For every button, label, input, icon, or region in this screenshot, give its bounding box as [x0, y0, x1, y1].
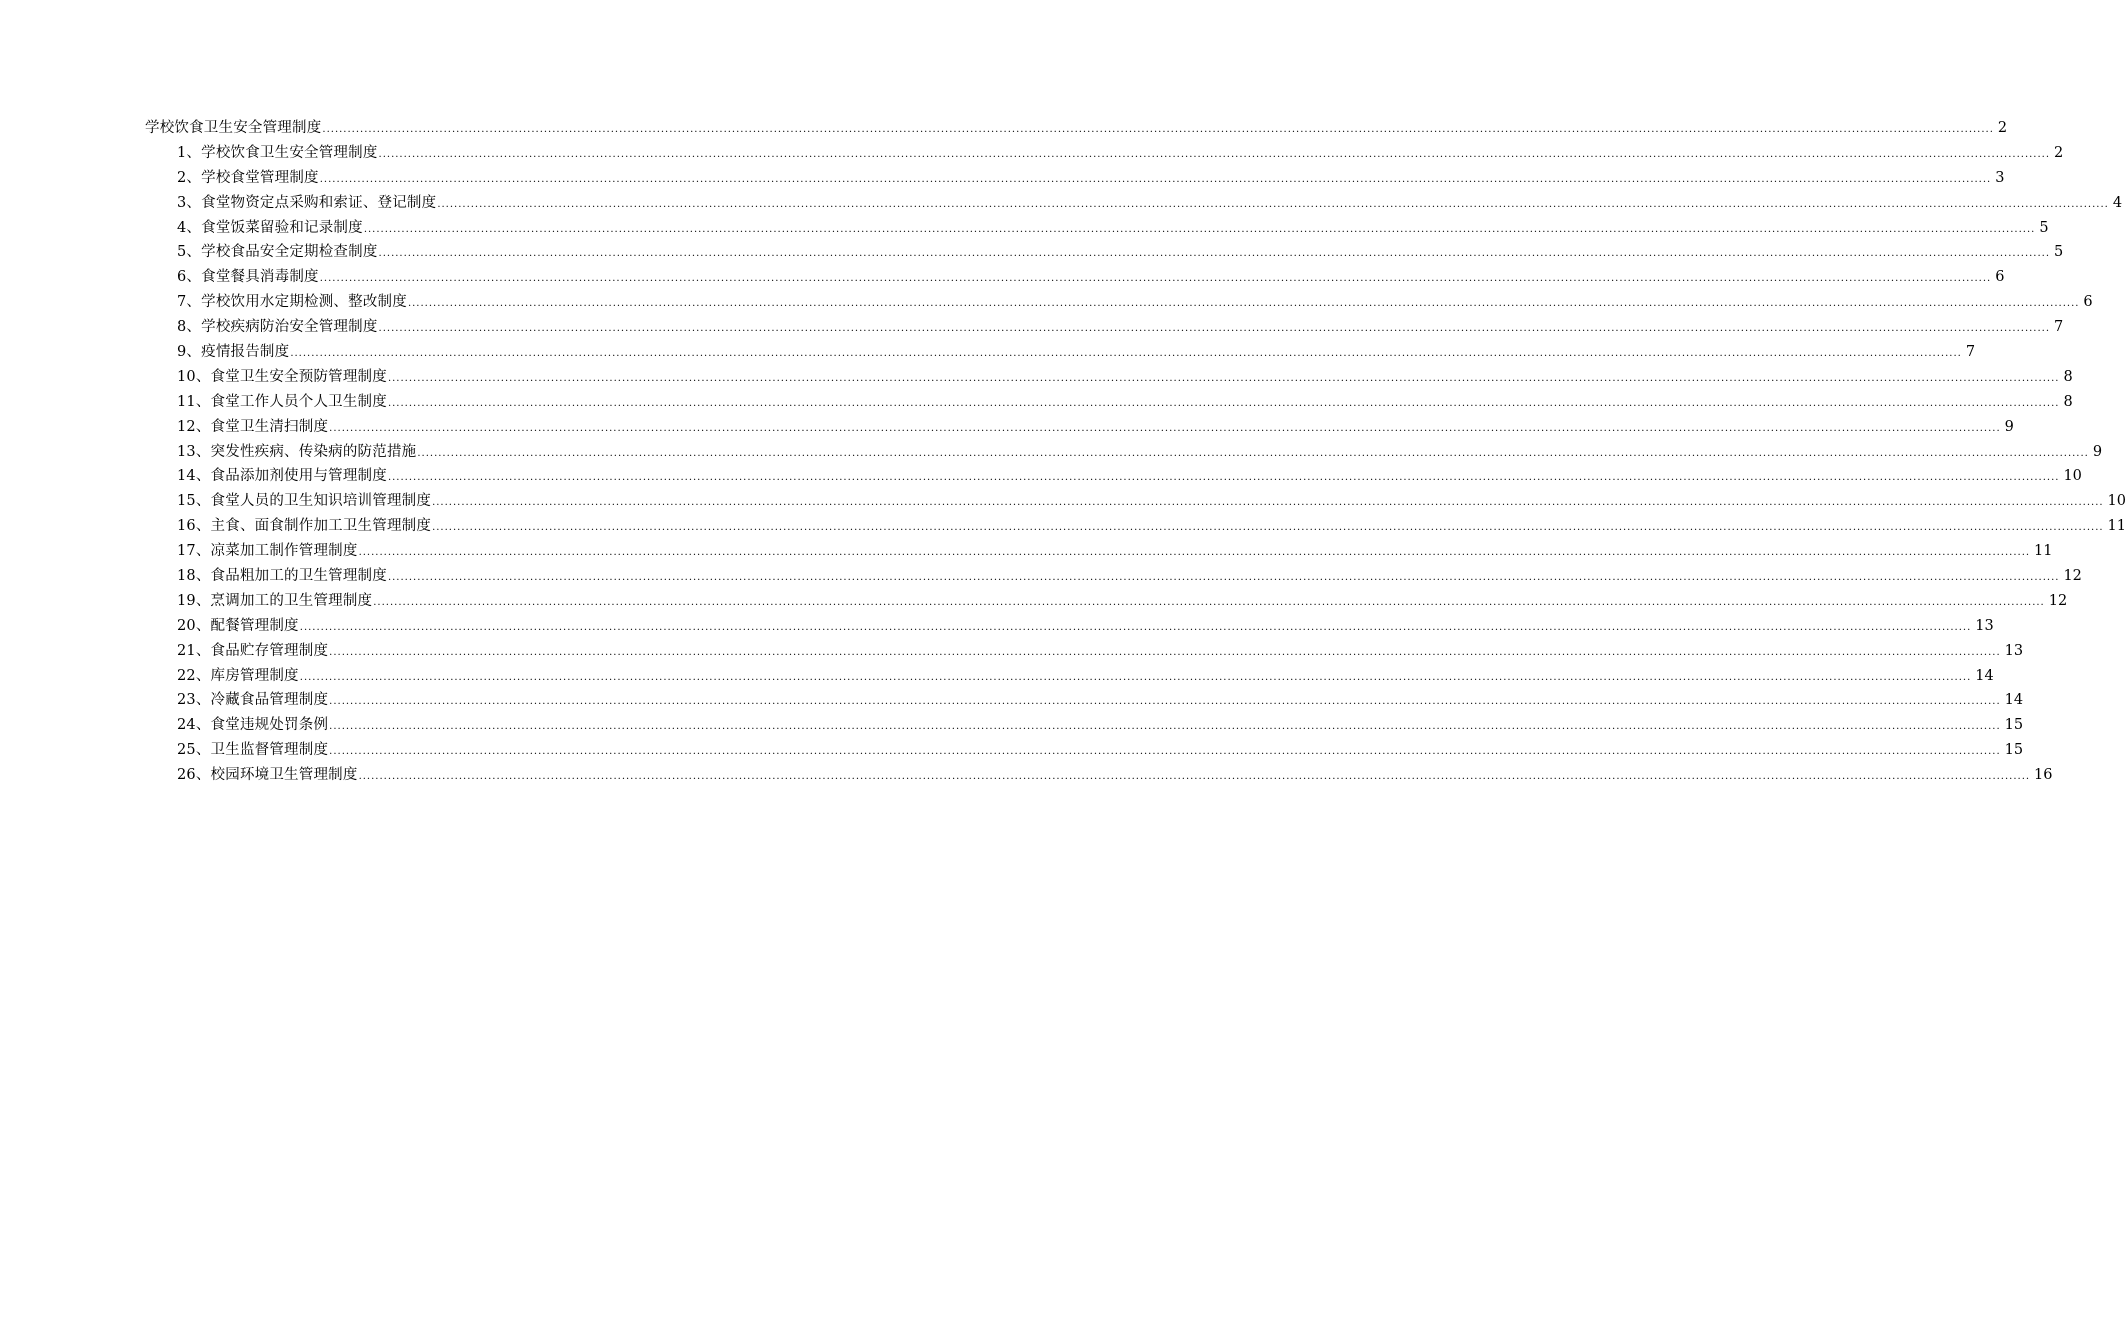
toc-entry-title: 学校饮食卫生安全管理制度 [145, 120, 322, 136]
toc-dot-leader: ................................................................................................................................................................................................................................................................................................................................................................................................................ [322, 124, 1994, 135]
toc-entry-page-number: 14 [2004, 692, 2024, 709]
toc-dot-leader: ................................................................................................................................................................................................................................................................................................................................................................................................................ [358, 771, 2031, 783]
toc-entry-title: 21、食品贮存管理制度 [177, 642, 329, 659]
toc-entry[interactable] [145, 489, 2126, 514]
toc-entry-page-number: 10 [2063, 468, 2082, 485]
toc-dot-leader: ................................................................................................................................................................................................................................................................................................................................................................................................................ [417, 447, 2089, 459]
toc-entry-title: 2、学校食堂管理制度 [177, 169, 319, 186]
toc-dot-leader: ................................................................................................................................................................................................................................................................................................................................................................................................................ [299, 671, 1972, 683]
toc-entry-title: 22、库房管理制度 [177, 667, 299, 684]
toc-entry-title: 9、疫情报告制度 [177, 344, 290, 361]
toc-entry[interactable] [145, 539, 2053, 564]
toc-entry[interactable] [145, 265, 2005, 290]
toc-entry[interactable] [145, 514, 2126, 539]
toc-entry[interactable] [145, 763, 2053, 788]
toc-entry-page-number: 10 [2107, 493, 2126, 510]
toc-entry[interactable] [145, 738, 2024, 763]
toc-entry-title: 16、主食、面食制作加工卫生管理制度 [177, 518, 432, 535]
toc-dot-leader: ................................................................................................................................................................................................................................................................................................................................................................................................................ [378, 248, 2051, 260]
toc-entry-page-number: 8 [2063, 393, 2073, 410]
toc-entry-title: 7、学校饮用水定期检测、整改制度 [177, 294, 407, 311]
toc-dot-leader: ................................................................................................................................................................................................................................................................................................................................................................................................................ [432, 497, 2104, 509]
toc-entry-page-number: 11 [2107, 518, 2126, 535]
toc-dot-leader: ................................................................................................................................................................................................................................................................................................................................................................................................................ [329, 721, 2001, 733]
toc-dot-leader: ................................................................................................................................................................................................................................................................................................................................................................................................................ [407, 298, 2080, 310]
toc-dot-leader: ................................................................................................................................................................................................................................................................................................................................................................................................................ [358, 547, 2031, 559]
toc-entry-page-number: 13 [1975, 617, 1994, 634]
toc-entry[interactable] [145, 713, 2024, 738]
toc-entry[interactable] [145, 440, 2103, 465]
toc-entry-title: 26、校园环境卫生管理制度 [177, 767, 358, 784]
toc-entry-title: 20、配餐管理制度 [177, 617, 299, 634]
toc-entry-title: 25、卫生监督管理制度 [177, 742, 329, 759]
toc-entry-title: 13、突发性疾病、传染病的防范措施 [177, 443, 417, 460]
toc-dot-leader: ................................................................................................................................................................................................................................................................................................................................................................................................................ [387, 372, 2060, 384]
toc-entry[interactable] [145, 365, 2073, 390]
toc-entry-title: 8、学校疾病防治安全管理制度 [177, 319, 378, 336]
toc-entry[interactable] [145, 688, 2024, 713]
toc-entry-title: 6、食堂餐具消毒制度 [177, 269, 319, 286]
toc-dot-leader: ................................................................................................................................................................................................................................................................................................................................................................................................................ [432, 522, 2104, 534]
toc-entry-page-number: 5 [2039, 219, 2049, 236]
toc-entry-title: 12、食堂卫生清扫制度 [177, 418, 329, 435]
toc-entry-page-number: 2 [2054, 144, 2064, 161]
toc-entry[interactable] [145, 664, 1994, 689]
toc-entry-page-number: 7 [2054, 319, 2064, 336]
toc-dot-leader: ................................................................................................................................................................................................................................................................................................................................................................................................................ [378, 323, 2051, 335]
toc-entry-page-number: 8 [2063, 368, 2073, 385]
toc-entry[interactable] [145, 390, 2073, 415]
toc-entry-title: 18、食品粗加工的卫生管理制度 [177, 568, 387, 585]
toc-entry-title: 5、学校食品安全定期检查制度 [177, 244, 378, 261]
toc-entry-title: 14、食品添加剂使用与管理制度 [177, 468, 387, 485]
toc-dot-leader: ................................................................................................................................................................................................................................................................................................................................................................................................................ [299, 621, 1972, 633]
toc-entry-page-number: 4 [2112, 194, 2123, 211]
toc-entry-title: 10、食堂卫生安全预防管理制度 [177, 368, 387, 385]
toc-dot-leader: ................................................................................................................................................................................................................................................................................................................................................................................................................ [319, 173, 1992, 185]
toc-entry[interactable] [145, 564, 2082, 589]
toc-entry-page-number: 16 [2034, 767, 2053, 784]
toc-dot-leader: ................................................................................................................................................................................................................................................................................................................................................................................................................ [437, 198, 2109, 210]
toc-entry-page-number: 6 [1995, 269, 2005, 286]
toc-entry-page-number: 15 [2004, 717, 2024, 734]
toc-entry-page-number: 3 [1995, 169, 2005, 186]
toc-entry-page-number: 11 [2034, 543, 2053, 560]
toc-entry[interactable] [145, 589, 2068, 614]
toc-entry-title: 11、食堂工作人员个人卫生制度 [177, 393, 387, 410]
toc-entry[interactable] [145, 315, 2064, 340]
toc-entry-title: 15、食堂人员的卫生知识培训管理制度 [177, 493, 432, 510]
toc-entry[interactable] [145, 240, 2064, 265]
toc-entry-page-number: 7 [1965, 344, 1976, 361]
toc-entry-page-number: 12 [2063, 568, 2082, 585]
toc-entry-page-number: 5 [2054, 244, 2064, 261]
toc-entry-page-number: 13 [2004, 642, 2024, 659]
toc-dot-leader: ................................................................................................................................................................................................................................................................................................................................................................................................................ [363, 223, 2036, 235]
toc-dot-leader: ................................................................................................................................................................................................................................................................................................................................................................................................................ [373, 596, 2045, 608]
toc-entry-page-number: 14 [1975, 667, 1994, 684]
toc-entry-title: 17、凉菜加工制作管理制度 [177, 543, 358, 560]
toc-entry-title: 1、学校饮食卫生安全管理制度 [177, 144, 378, 161]
toc-entry[interactable] [145, 166, 2005, 191]
table-of-contents [145, 116, 2126, 788]
toc-entry[interactable] [145, 614, 1994, 639]
toc-entry-title: 24、食堂违规处罚条例 [177, 717, 329, 734]
toc-dot-leader: ................................................................................................................................................................................................................................................................................................................................................................................................................ [329, 646, 2001, 658]
toc-entry-page-number: 12 [2048, 592, 2068, 609]
toc-entry-page-number: 15 [2004, 742, 2024, 759]
toc-entry-title: 3、食堂物资定点采购和索证、登记制度 [177, 194, 437, 211]
toc-dot-leader: ................................................................................................................................................................................................................................................................................................................................................................................................................ [378, 148, 2051, 160]
toc-dot-leader: ................................................................................................................................................................................................................................................................................................................................................................................................................ [329, 696, 2001, 708]
toc-entry[interactable] [145, 639, 2024, 664]
toc-entry[interactable] [145, 464, 2082, 489]
toc-dot-leader: ................................................................................................................................................................................................................................................................................................................................................................................................................ [329, 746, 2001, 758]
toc-entry[interactable] [145, 415, 2014, 440]
toc-dot-leader: ................................................................................................................................................................................................................................................................................................................................................................................................................ [290, 348, 1962, 360]
toc-dot-leader: ................................................................................................................................................................................................................................................................................................................................................................................................................ [387, 397, 2060, 409]
toc-entry[interactable] [145, 216, 2049, 241]
toc-entry-page-number: 9 [2004, 418, 2014, 435]
toc-entry[interactable] [145, 340, 1976, 365]
toc-entry[interactable] [145, 141, 2064, 166]
toc-dot-leader: ................................................................................................................................................................................................................................................................................................................................................................................................................ [319, 273, 1992, 285]
toc-dot-leader: ................................................................................................................................................................................................................................................................................................................................................................................................................ [387, 572, 2060, 584]
toc-entry-title: 4、食堂饭菜留验和记录制度 [177, 219, 363, 236]
toc-entry-page-number: 9 [2092, 443, 2103, 460]
toc-entry[interactable] [145, 116, 2008, 141]
toc-entry[interactable] [145, 290, 2093, 315]
toc-entry-title: 19、烹调加工的卫生管理制度 [177, 592, 373, 609]
toc-dot-leader: ................................................................................................................................................................................................................................................................................................................................................................................................................ [329, 422, 2001, 434]
toc-entry-title: 23、冷藏食品管理制度 [177, 692, 329, 709]
toc-entry[interactable] [145, 191, 2123, 216]
toc-dot-leader: ................................................................................................................................................................................................................................................................................................................................................................................................................ [387, 472, 2060, 484]
toc-entry-page-number: 2 [1997, 120, 2008, 136]
toc-entry-page-number: 6 [2083, 294, 2093, 311]
